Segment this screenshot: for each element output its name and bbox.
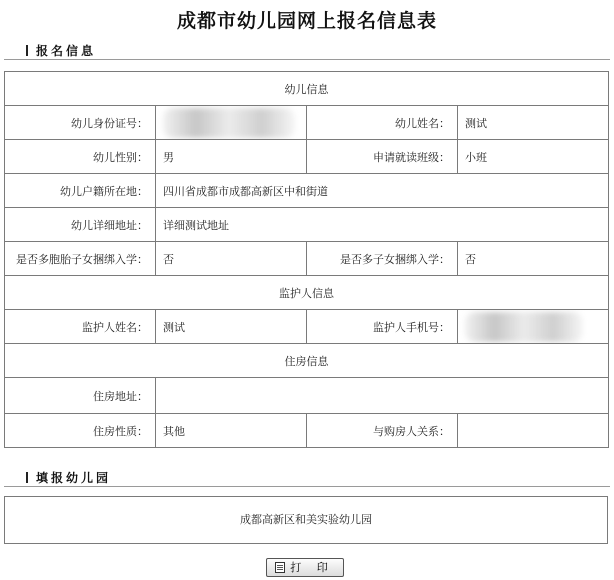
table-row bbox=[5, 242, 609, 276]
housing-address-label: 住房地址： bbox=[5, 378, 156, 414]
grade-value: 小班 bbox=[458, 140, 609, 174]
guardian-name-label: 监护人姓名： bbox=[5, 310, 156, 344]
table-row bbox=[5, 208, 609, 242]
redacted-phone bbox=[465, 312, 583, 342]
hukou-label: 幼儿户籍所在地： bbox=[5, 174, 156, 208]
print-button-label: 打 印 bbox=[290, 561, 334, 574]
grade-label: 申请就读班级： bbox=[307, 140, 458, 174]
table-row bbox=[5, 310, 609, 344]
child-id-value bbox=[156, 106, 307, 140]
section-marker bbox=[26, 45, 28, 56]
table-row bbox=[5, 378, 609, 414]
section-heading-label: 报名信息 bbox=[36, 44, 97, 58]
table-row bbox=[5, 276, 609, 310]
kindergarten-name: 成都高新区和美实验幼儿园 bbox=[240, 513, 372, 526]
section-divider bbox=[4, 59, 610, 60]
section-marker bbox=[26, 472, 28, 483]
section-heading-label: 填报幼儿园 bbox=[36, 471, 112, 485]
hukou-value: 四川省成都市成都高新区中和街道 bbox=[156, 174, 609, 208]
buyer-relation-value bbox=[458, 414, 609, 448]
child-info-header: 幼儿信息 bbox=[5, 72, 609, 106]
buyer-relation-label: 与购房人关系： bbox=[307, 414, 458, 448]
housing-nature-value: 其他 bbox=[156, 414, 307, 448]
child-gender-value: 男 bbox=[156, 140, 307, 174]
print-icon bbox=[275, 562, 285, 573]
child-gender-label: 幼儿性别： bbox=[5, 140, 156, 174]
guardian-name-value: 测试 bbox=[156, 310, 307, 344]
registration-info-table bbox=[4, 71, 609, 448]
child-address-label: 幼儿详细地址： bbox=[5, 208, 156, 242]
guardian-phone-value bbox=[458, 310, 609, 344]
table-row bbox=[5, 414, 609, 448]
housing-nature-label: 住房性质： bbox=[5, 414, 156, 448]
twins-label: 是否多胞胎子女捆绑入学： bbox=[5, 242, 156, 276]
child-address-value: 详细测试地址 bbox=[156, 208, 609, 242]
housing-address-value bbox=[156, 378, 609, 414]
page-title: 成都市幼儿园网上报名信息表 bbox=[176, 10, 437, 32]
print-button[interactable] bbox=[266, 558, 344, 577]
guardian-phone-label: 监护人手机号： bbox=[307, 310, 458, 344]
multi-child-value: 否 bbox=[458, 242, 609, 276]
housing-info-header: 住房信息 bbox=[5, 344, 609, 378]
child-name-label: 幼儿姓名： bbox=[307, 106, 458, 140]
table-row bbox=[5, 174, 609, 208]
table-row bbox=[5, 140, 609, 174]
table-row bbox=[5, 106, 609, 140]
redacted-id bbox=[163, 108, 295, 138]
multi-child-label: 是否多子女捆绑入学： bbox=[307, 242, 458, 276]
twins-value: 否 bbox=[156, 242, 307, 276]
kindergarten-box bbox=[4, 496, 608, 544]
table-row bbox=[5, 72, 609, 106]
section-divider bbox=[4, 486, 610, 487]
child-id-label: 幼儿身份证号： bbox=[5, 106, 156, 140]
table-row bbox=[5, 344, 609, 378]
child-name-value: 测试 bbox=[458, 106, 609, 140]
section-heading-registration bbox=[26, 44, 96, 58]
section-heading-kindergarten bbox=[26, 471, 111, 485]
guardian-info-header: 监护人信息 bbox=[5, 276, 609, 310]
